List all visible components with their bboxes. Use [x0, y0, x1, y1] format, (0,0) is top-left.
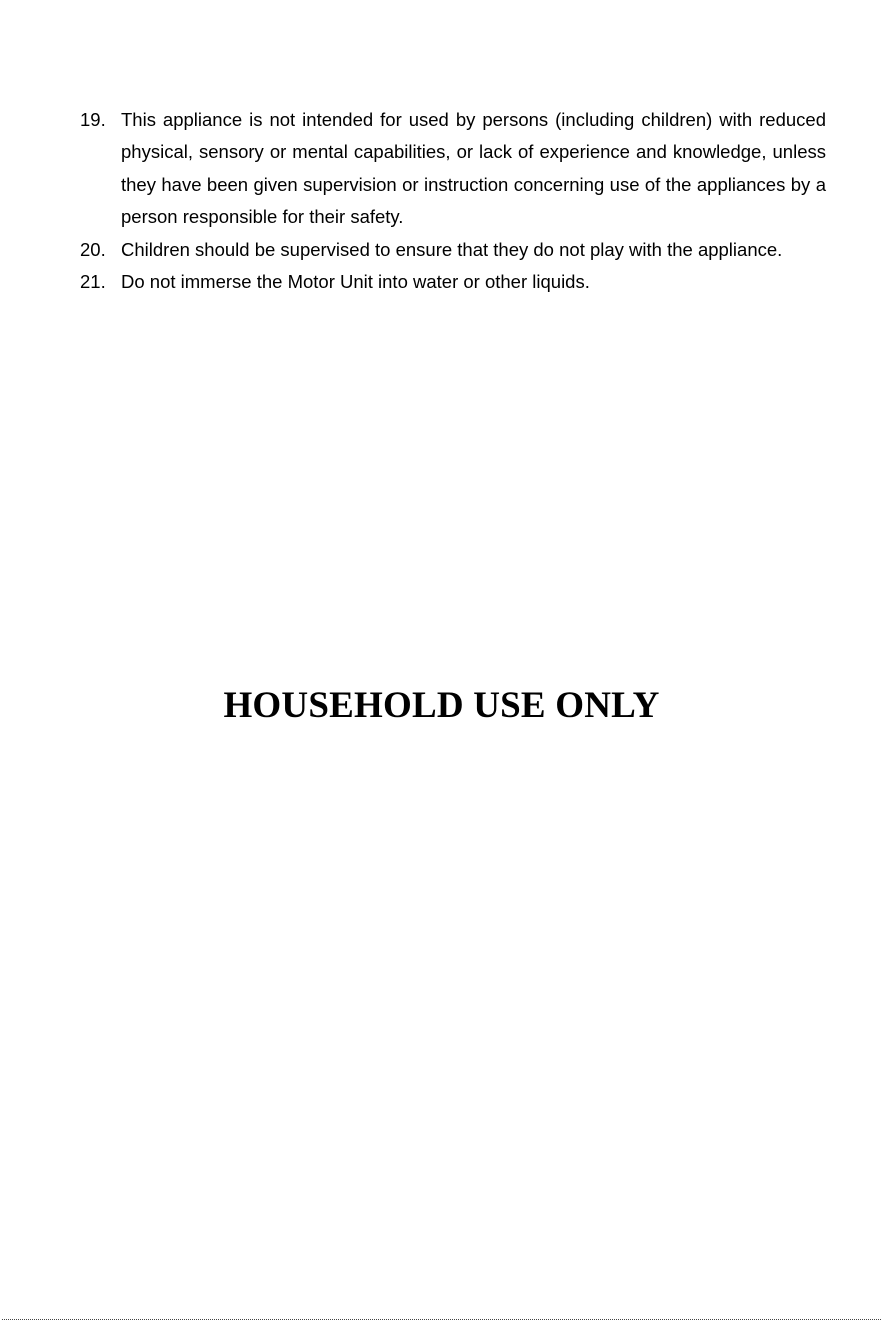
page-bottom-divider [2, 1319, 881, 1320]
instruction-item [80, 266, 826, 298]
instruction-item [80, 234, 826, 266]
instruction-text: Children should be supervised to ensure that they do not play with the appliance. [121, 238, 783, 260]
instruction-item [80, 104, 826, 234]
instruction-number: 19. [80, 109, 106, 130]
household-use-notice: HOUSEHOLD USE ONLY [223, 685, 660, 726]
safety-instructions-list [80, 104, 826, 298]
instruction-text: Do not immerse the Motor Unit into water or other liquids. [121, 271, 590, 293]
instruction-text: This appliance is not intended for used by persons (including children) with reduced physical, sensory or mental capabilities, or lack of experience and knowledge, unless they have been given supervision or instruction concerning use of the appliances by a person responsible for their safety. [121, 109, 826, 228]
instruction-number: 21. [80, 271, 106, 293]
instruction-number: 20. [80, 238, 106, 260]
